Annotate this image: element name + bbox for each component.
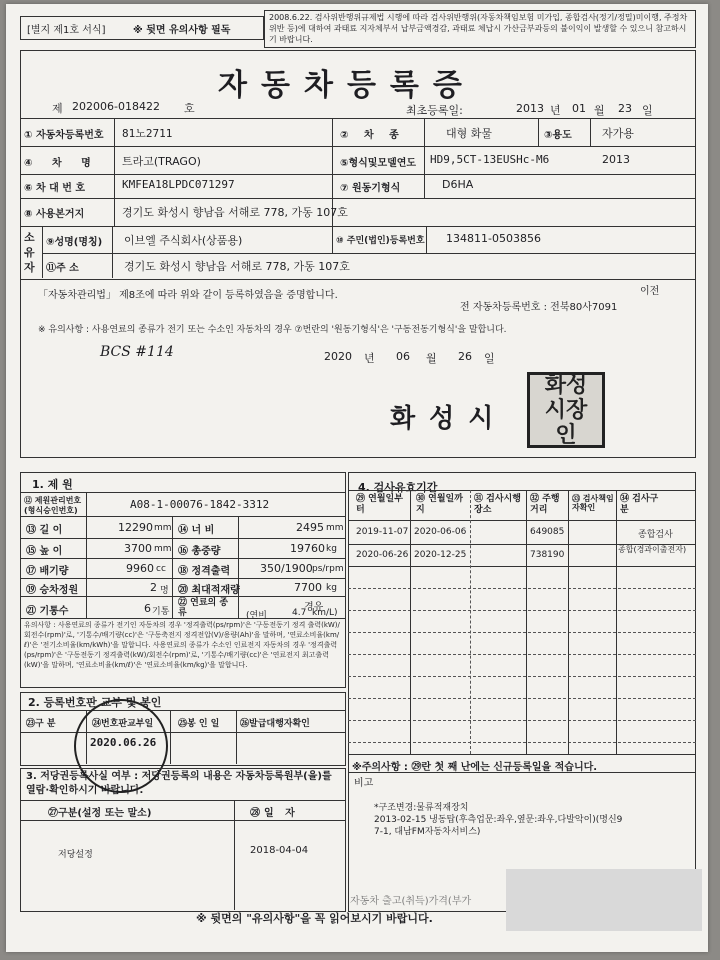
penalty-notice-box <box>264 10 696 48</box>
total-weight-unit: kg <box>326 544 337 554</box>
inspection-header-to: ㉚ 연월일까지 <box>416 494 463 515</box>
model-year-value: 2013 <box>602 153 630 166</box>
efficiency-note: (연비 <box>246 611 267 621</box>
model-value: HD9,5CT-13EUSHc-M6 <box>430 153 550 166</box>
seats-value: 2 <box>150 581 157 594</box>
redacted-area <box>506 869 702 931</box>
issue-year: 2020 <box>324 350 352 363</box>
plate-issue-h1: ㉓구 분 <box>26 719 56 729</box>
plate-issue-h2: ㉔번호판교부일 <box>92 719 154 729</box>
price-note-faint: 자동차 출고(취득)가격(부가 <box>350 896 472 907</box>
law-text: 「자동차관리법」 제8조에 따라 위와 같이 등록하였음을 증명합니다. <box>38 290 338 301</box>
fuel-type-label: ㉒ 연료의 종류 <box>178 598 229 618</box>
power-value: 350/1900 <box>260 562 313 575</box>
height-unit: mm <box>154 544 172 554</box>
issue-day-unit: 일 <box>484 352 495 365</box>
first-reg-month: 01 <box>572 102 586 115</box>
plate-issue-h3: ㉕봉 인 일 <box>178 719 220 729</box>
total-weight-value: 19760 <box>290 542 325 555</box>
inspection-header-place: ㉛ 검사시행장소 <box>474 494 521 515</box>
spec-note: 유의사항 : 사용연료의 종류가 전기인 자동차의 경우 '정격출력(ps/rpm)'은 '구동전동기 정격 출력(kW)/회전수(rpm)'로, '기통수/배기량(cc)'은 '구동축전지 정격전압(V)/용량(Ah)'을 말하며, '연료소비율(km/ℓ)'은 '전기소비율(km/kWh)'을 말합니다. 사용연료의 종류가 수소인 인료전지 자동차의 경우 '정격출력(ps/rpm)'은 '구동전동기 정격출력(kW)/회전수(rpm)'로, '기통수/배기량(cc)'은 '연료전지 최고출력(kW)'을 말하며, '연료소비율(km/ℓ)'은 '연료소비율(km/kg)'을 말합니다. <box>24 621 340 669</box>
plate-value: 81노2711 <box>122 127 173 140</box>
displacement-value: 9960 <box>126 562 154 575</box>
mortgage-h1: ㉗구분(설정 또는 말소) <box>48 808 152 819</box>
use-label: ③용도 <box>544 130 572 141</box>
mortgage-row1-date: 2018-04-04 <box>250 845 309 856</box>
height-value: 3700 <box>124 542 152 555</box>
issuer-name: 화성시 <box>390 404 508 434</box>
cert-no-label: ⑫ 제원관리번호(형식승인번호) <box>24 496 82 515</box>
inspection-header-mileage: ㉜ 주행거리 <box>530 494 560 515</box>
mortgage-section: 3. 저당권등록사실 여부 : 저당권등록의 내용은 자동차등록원부(을)를 열람·확인하시기 바랍니다. <box>26 771 332 796</box>
seats-unit: 명 <box>160 586 169 596</box>
length-unit: mm <box>154 523 172 533</box>
power-label: ⑱ 정격출력 <box>178 566 231 577</box>
first-reg-day-unit: 일 <box>642 104 653 117</box>
cert-no-value: A08-1-00076-1842-3312 <box>130 498 270 511</box>
mortgage-row1-type: 저당설정 <box>58 850 93 860</box>
width-label: ⑭ 너 비 <box>178 525 215 536</box>
cylinder-unit: 기통 <box>152 607 170 617</box>
issue-month-unit: 월 <box>426 352 437 365</box>
footer-note: ※ 뒷면의 "유의사항"을 꼭 읽어보시기 바랍니다. <box>196 912 433 925</box>
length-label: ⑬ 길 이 <box>26 525 63 536</box>
height-label: ⑮ 높 이 <box>26 546 63 557</box>
first-reg-day: 23 <box>618 102 632 115</box>
owner-section-label: 소유자 <box>24 231 35 274</box>
seats-label: ⑲ 승차정원 <box>26 585 79 596</box>
engine-value: D6HA <box>442 178 474 191</box>
plate-issue-section: 2. 등록번호판 교부 및 봉인 <box>28 696 162 709</box>
first-reg-label: 최초등록일: <box>406 104 463 117</box>
vin-value: KMFEA18LPDC071297 <box>122 178 235 191</box>
bizno-value: 134811-0503856 <box>446 232 541 245</box>
form-number-box <box>20 16 264 40</box>
official-seal <box>527 372 605 448</box>
inspection-header-kind: ㉞ 검사구분 <box>620 494 659 515</box>
efficiency-value: 4.7 <box>292 608 307 618</box>
fuel-type-value: 경유 <box>304 602 324 613</box>
vehicle-info-table <box>20 118 696 280</box>
inspection-row2-mileage: 738190 <box>530 550 565 560</box>
base-value: 경기도 화성시 향남읍 서해로 778, 가동 107호 <box>122 206 348 219</box>
displacement-unit: cc <box>156 564 166 574</box>
max-load-label: ⑳ 최대적재량 <box>178 585 240 596</box>
reg-no-suffix: 호 <box>184 102 195 115</box>
model-label: ⑤형식및모델연도 <box>340 158 417 169</box>
inspection-row2-kind: 종합(경과이출전자) <box>618 545 687 554</box>
cylinder-value: 6 <box>144 602 151 615</box>
inspection-header-from: ㉙ 연월일부터 <box>356 494 403 515</box>
type-value: 대형 화물 <box>446 127 493 140</box>
inspection-section: 4. 검사유효기간 <box>358 481 438 494</box>
turn-over-note: ※ 뒷면 유의사항 필독 <box>133 25 231 36</box>
type-label: ② 차 종 <box>340 130 405 141</box>
plate-issue-date: 2020.06.26 <box>90 736 157 749</box>
first-reg-year-unit: 년 <box>550 104 561 117</box>
owner-label: ⑨성명(명칭) <box>46 237 103 248</box>
transfer-label: 이전 <box>640 286 660 297</box>
registration-certificate <box>6 4 708 952</box>
inspection-row2-from: 2020-06-26 <box>356 550 409 560</box>
plate-issue-h4: ㉖발급대행자확인 <box>240 719 310 729</box>
inspection-row1-kind: 종합검사 <box>638 530 673 540</box>
reg-no: 202006-018422 <box>72 100 160 113</box>
first-reg-month-unit: 월 <box>594 104 605 117</box>
fuel-note: ※ 유의사항 : 사용연료의 종류가 전기 또는 수소인 자동차의 경우 ⑦번란의 '원동기형식'은 '구동전동기형식'을 말합니다. <box>38 325 507 335</box>
power-unit: ps/rpm <box>312 564 344 574</box>
certificate-title: 자동차등록증 <box>218 68 476 103</box>
remark-line-2: 2013-02-15 냉동탑(후측업문:좌우,옆문:좌우,다발악이)(명신9 <box>374 815 623 825</box>
remark-line-3: 7-1, 대남FM자동차서비스) <box>374 827 481 837</box>
base-label: ⑧ 사용본거지 <box>24 209 85 220</box>
length-value: 12290 <box>118 521 153 534</box>
total-weight-label: ⑯ 총중량 <box>178 546 221 557</box>
efficiency-unit: km/L) <box>312 608 338 618</box>
inspection-header-sign: ㉝ 검사책임자확인 <box>572 494 614 512</box>
owner-value: 이브엘 주식회사(상품용) <box>124 234 243 247</box>
displacement-label: ⑰ 배기량 <box>26 566 69 577</box>
first-reg-year: 2013 <box>516 102 544 115</box>
addr-label: ⑪주 소 <box>46 263 79 274</box>
vin-label: ⑥ 차 대 번 호 <box>24 183 86 194</box>
inspection-row2-to: 2020-12-25 <box>414 550 467 560</box>
inspection-row1-from: 2019-11-07 <box>356 527 409 537</box>
remark-line-1: *구조변경:물류적재장치 <box>374 803 469 813</box>
seal-text: 화성시장인 <box>544 371 588 448</box>
engine-label: ⑦ 원동기형식 <box>340 183 401 194</box>
max-load-value: 7700 <box>294 581 322 594</box>
issue-year-unit: 년 <box>364 352 375 365</box>
previous-plate: 전 자동차등록번호 : 전북80사7091 <box>460 302 618 313</box>
cylinder-label: ㉑ 기통수 <box>26 606 69 617</box>
max-load-unit: kg <box>326 583 337 593</box>
width-unit: mm <box>326 523 344 533</box>
inspection-row1-mileage: 649085 <box>530 527 565 537</box>
plate-label: ① 자동차등록번호 <box>24 130 104 141</box>
width-value: 2495 <box>296 521 324 534</box>
use-value: 자가용 <box>602 127 634 140</box>
handwritten-note: BCS #114 <box>100 344 174 360</box>
reg-no-prefix: 제 <box>52 102 63 115</box>
inspection-remark-label: 비고 <box>354 778 374 789</box>
bizno-label: ⑩ 주민(법인)등록번호 <box>336 236 425 246</box>
inspection-row1-to: 2020-06-06 <box>414 527 467 537</box>
mortgage-h2: ㉘일 자 <box>250 808 299 819</box>
inspection-caution: ※주의사항 : ㉙란 첫 째 난에는 신규등록일을 적습니다. <box>352 762 598 773</box>
car-name-label: ④ 차 명 <box>24 158 99 169</box>
issue-month: 06 <box>396 350 410 363</box>
issue-day: 26 <box>458 350 472 363</box>
car-name-value: 트라고(TRAGO) <box>122 155 201 168</box>
addr-value: 경기도 화성시 향남읍 서해로 778, 가동 107호 <box>124 260 350 273</box>
form-number: [별지 제1호 서식] <box>27 25 106 36</box>
spec-section-title: 1. 제 원 <box>32 478 73 491</box>
penalty-notice: 2008.6.22. 검사위반행위규제법 시행에 따라 검사위반행위(자동차책임보험 미가입, 종합검사(정기/정밀)미이행, 주정차위반 등)에 대하여 과태료 지자체부서 납부금액경감, 과태료 체납시 가산금부과등의 불이익이 발생할 수 있으니 참고하시기 바랍니다. <box>269 13 688 44</box>
